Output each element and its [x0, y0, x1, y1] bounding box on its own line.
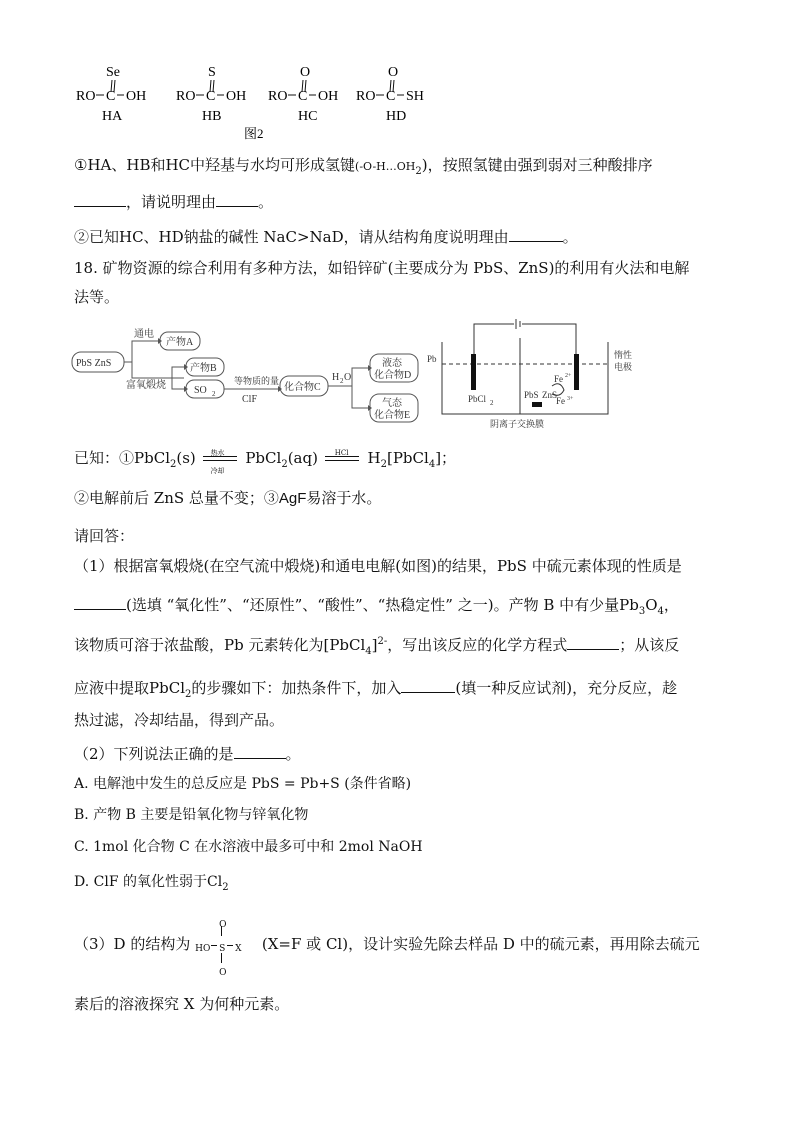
- hb-left: RO: [176, 89, 196, 104]
- hc-left: RO: [268, 89, 288, 104]
- hb-center: C: [206, 89, 216, 104]
- flow-water-sub: 2: [340, 377, 344, 385]
- structure-hd: [356, 65, 424, 124]
- q18-1-line4: 应液中提取PbCl$_2$的步骤如下：加热条件下，加入 (填一种反应试剂)，充分反应，趁: [74, 676, 677, 705]
- flow-water-tail: O: [344, 372, 352, 383]
- hc-right: OH: [318, 89, 339, 104]
- ha-label: HA: [102, 109, 123, 124]
- figure-2-caption: 图2: [244, 126, 264, 141]
- flow-product-a: 产物A: [166, 337, 194, 348]
- flow-electrolysis-label: 通电: [134, 329, 154, 340]
- ha-right: OH: [126, 89, 147, 104]
- flow-so2: SO: [194, 385, 207, 396]
- flow-liquid-d-1: 液态: [382, 358, 402, 369]
- flow-water: H: [332, 372, 340, 383]
- hd-label: HD: [386, 109, 407, 124]
- hc-label: HC: [298, 109, 318, 124]
- q18-1-line5: 热过滤，冷却结晶，得到产品。: [74, 711, 285, 729]
- structure-ha: [76, 65, 146, 124]
- flow-clf: ClF: [242, 394, 258, 405]
- q18-3-line1: （3）D 的结构为 O HO S X O (X=F 或 Cl)，设计实验先除去样品 D 中的硫元素，再用除去硫元: [74, 920, 700, 978]
- ha-center: C: [106, 89, 116, 104]
- cell-fe3-sup: 3+: [567, 396, 574, 402]
- hd-center: C: [386, 89, 396, 104]
- cell-fe2-sup: 2+: [565, 373, 572, 379]
- reversible-arrow-1: 热水 冷却: [201, 451, 241, 467]
- hd-top-atom: O: [388, 65, 399, 80]
- hd-right: SH: [406, 89, 424, 104]
- flow-gas-e-1: 气态: [382, 398, 402, 409]
- ha-top-atom: Se: [106, 65, 120, 80]
- q17-part1-line2: ，请说明理由 。: [74, 190, 273, 212]
- hb-top-atom: S: [208, 65, 216, 80]
- q18-2-option-b[interactable]: B. 产物 B 主要是铅氧化物与锌氧化物: [74, 807, 309, 823]
- answer-blank[interactable]: [234, 742, 286, 759]
- cell-zns: ZnS: [542, 390, 558, 400]
- q17-part1-line1: ①HA、HB和HC中羟基与水均可形成氢键$(-O-H\dots OH_2)$，按照氢键由强到弱对三种酸排序: [74, 156, 653, 177]
- cell-inert-1: 惰性: [614, 350, 633, 360]
- q18-intro-line1: 18. 矿物资源的综合利用有多种方法，如铅锌矿(主要成分为 PbS、ZnS)的利用有火法和电解: [74, 259, 690, 277]
- answer-blank[interactable]: [509, 225, 563, 242]
- flow-gas-e-2: 化合物E: [374, 410, 411, 421]
- flow-compound-c: 化合物C: [284, 382, 321, 393]
- hc-top-atom: O: [300, 65, 311, 80]
- electrolysis-cell-diagram: [424, 314, 644, 432]
- structure-hc: [268, 65, 338, 124]
- cell-pbcl2-sub: 2: [490, 399, 494, 407]
- answer-blank[interactable]: [74, 190, 126, 207]
- hb-right: OH: [226, 89, 247, 104]
- hb-label: HB: [202, 109, 222, 124]
- q18-2-option-a[interactable]: A. 电解池中发生的总反应是 PbS = Pb+S (条件省略): [74, 776, 412, 792]
- q18-2-stem: （2）下列说法正确的是 。: [74, 742, 301, 764]
- hd-left: RO: [356, 89, 376, 104]
- cell-fe2: Fe: [554, 374, 563, 384]
- cell-pbs: PbS: [524, 390, 539, 400]
- flow-product-b: 产物B: [190, 363, 217, 374]
- flow-liquid-d-2: 化合物D: [374, 370, 412, 381]
- cell-fe3: Fe: [556, 396, 565, 406]
- q18-1-line1: （1）根据富氧煅烧(在空气流中煅烧)和通电电解(如图)的结果，PbS 中硫元素体现的性质是: [74, 557, 682, 575]
- q18-known-1: 已知：①PbCl$_2$(s) 热水 冷却 PbCl$_2$(aq) HCl $H_2[PbCl_4]$；: [74, 449, 457, 475]
- answer-blank[interactable]: [401, 676, 455, 693]
- figure-2-structures: [60, 58, 440, 148]
- structure-hb: [176, 65, 246, 124]
- cell-inert-2: 电极: [614, 362, 633, 372]
- q18-1-line2: (选填 “氧化性”、“还原性”、“酸性”、“热稳定性” 之一)。产物 B 中有少量$Pb_3O_4$，: [74, 593, 679, 622]
- q17-part2: ②已知HC、HD钠盐的碱性 NaC>NaD，请从结构角度说明理由 。: [74, 225, 578, 247]
- cell-pbcl2: PbCl: [468, 394, 487, 404]
- q18-3-line2: 素后的溶液探究 X 为何种元素。: [74, 995, 290, 1013]
- flow-so2-sub: 2: [212, 390, 216, 398]
- hc-center: C: [298, 89, 308, 104]
- process-flow-diagram: [70, 322, 430, 426]
- d-structure: O HO S X O: [195, 920, 242, 978]
- q18-2-option-c[interactable]: C. 1mol 化合物 C 在水溶液中最多可中和 2mol NaOH: [74, 839, 423, 855]
- q18-1-line3: 该物质可溶于浓盐酸，Pb 元素转化为[PbCl$_4$]$^{2-}$，写出该反应的化学方程式 ；从该反: [74, 632, 679, 662]
- cell-membrane: 阴离子交换膜: [490, 419, 545, 429]
- q18-known-2: ②电解前后 ZnS 总量不变；③AgF易溶于水。: [74, 489, 382, 507]
- q18-intro-line2: 法等。: [74, 288, 120, 306]
- answer-blank[interactable]: [74, 593, 126, 610]
- flow-roast-label: 富氧煅烧: [126, 380, 166, 391]
- ha-left: RO: [76, 89, 96, 104]
- answer-blank[interactable]: [567, 633, 619, 650]
- q18-answer-prompt: 请回答：: [74, 527, 135, 545]
- flow-equal-amount: 等物质的量: [234, 376, 280, 386]
- answer-blank[interactable]: [216, 190, 258, 207]
- q18-2-option-d[interactable]: D. ClF 的氧化性弱于$Cl_2$: [74, 874, 229, 893]
- reversible-arrow-2: HCl: [323, 451, 363, 467]
- flow-start: PbS ZnS: [76, 358, 112, 369]
- cell-pb-label: Pb: [427, 354, 437, 364]
